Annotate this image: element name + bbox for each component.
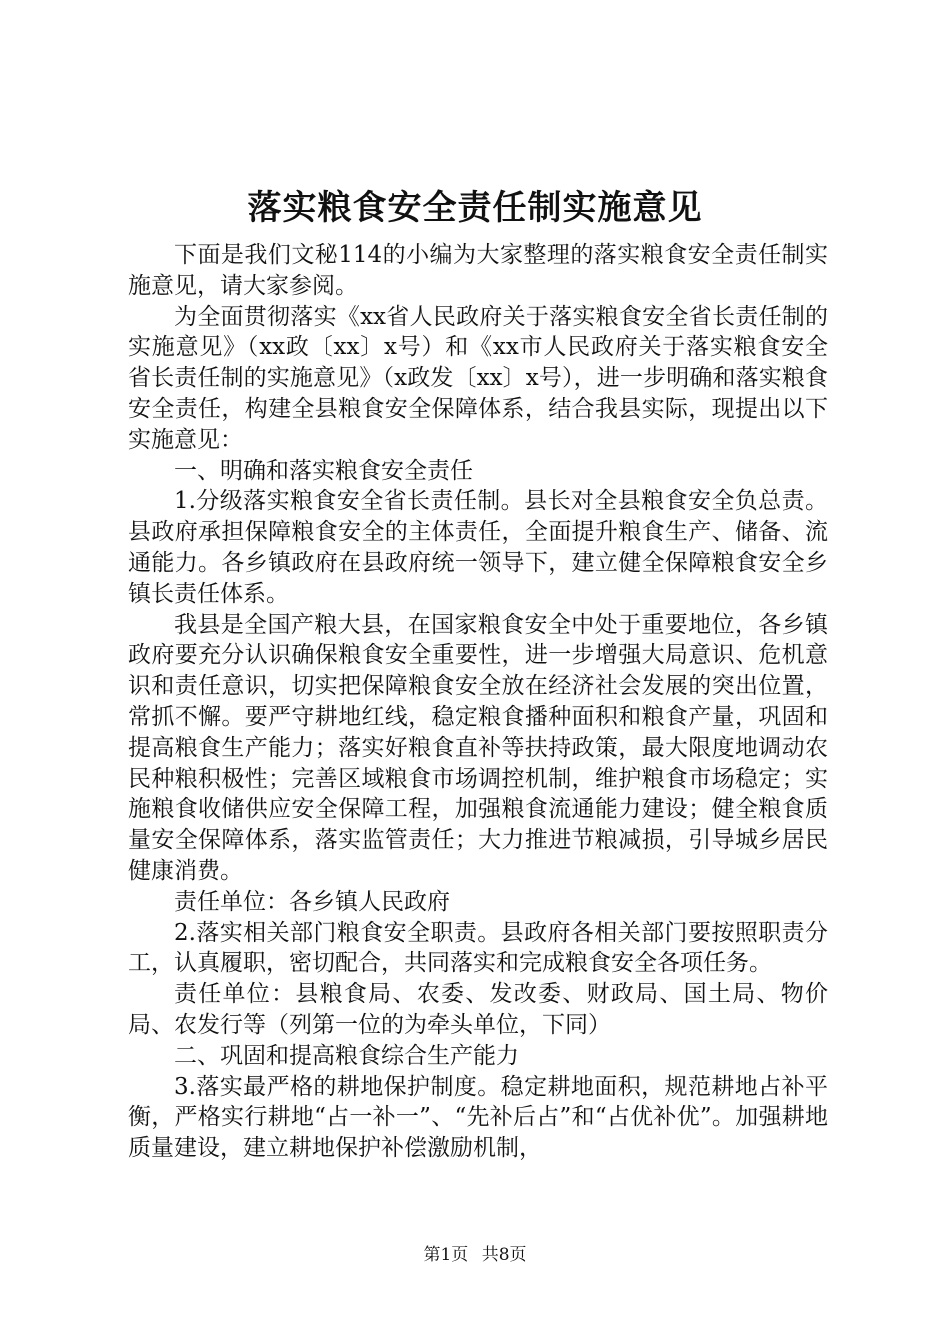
intro-paragraph: 下面是我们文秘114的小编为大家整理的落实粮食安全责任制实施意见，请大家参阅。	[128, 242, 828, 299]
responsible-unit-1: 责任单位：各乡镇人民政府	[174, 888, 450, 915]
section-heading-1: 一、明确和落实粮食安全责任	[174, 457, 473, 484]
document-body	[128, 240, 828, 1164]
page-total: 共8页	[481, 1245, 527, 1265]
responsible-unit-2: 责任单位：县粮食局、农委、发改委、财政局、国土局、物价局、农发行等（列第一位的为牵头单位，下同）	[128, 981, 828, 1038]
preamble-paragraph: 为全面贯彻落实《xx省人民政府关于落实粮食安全省长责任制的实施意见》（xx政〔xx〕x号）和《xx市人民政府关于落实粮食安全省长责任制的实施意见》（x政发〔xx〕x号），进一步明确和落实粮食安全责任，构建全县粮食安全保障体系，结合我县实际，现提出以下实施意见：	[128, 303, 828, 453]
body-paragraph: 我县是全国产粮大县，在国家粮食安全中处于重要地位，各乡镇政府要充分认识确保粮食安全重要性，进一步增强大局意识、危机意识和责任意识，切实把保障粮食安全放在经济社会发展的突出位置，常抓不懈。要严守耕地红线，稳定粮食播种面积和粮食产量，巩固和提高粮食生产能力；落实好粮食直补等扶持政策，最大限度地调动农民种粮积极性；完善区域粮食市场调控机制，维护粮食市场稳定；实施粮食收储供应安全保障工程，加强粮食流通能力建设；健全粮食质量安全保障体系，落实监管责任；大力推进节粮减损，引导城乡居民健康消费。	[128, 611, 828, 884]
page-number: 第1页	[423, 1245, 469, 1265]
item-paragraph-2: 2.落实相关部门粮食安全职责。县政府各相关部门要按照职责分工，认真履职，密切配合，共同落实和完成粮食安全各项任务。	[128, 919, 828, 977]
item-paragraph-3: 3.落实最严格的耕地保护制度。稳定耕地面积，规范耕地占补平衡，严格实行耕地“占一补一”、“先补后占”和“占优补优”。加强耕地质量建设，建立耕地保护补偿激励机制，	[128, 1073, 828, 1162]
section-heading-2: 二、巩固和提高粮食综合生产能力	[174, 1042, 519, 1069]
page-footer	[0, 1243, 950, 1267]
item-paragraph-1: 1.分级落实粮食安全省长责任制。县长对全县粮食安全负总责。县政府承担保障粮食安全的主体责任，全面提升粮食生产、储备、流通能力。各乡镇政府在县政府统一领导下，建立健全保障粮食安全乡镇长责任体系。	[128, 488, 828, 607]
document-title: 落实粮食安全责任制实施意见	[247, 188, 703, 228]
